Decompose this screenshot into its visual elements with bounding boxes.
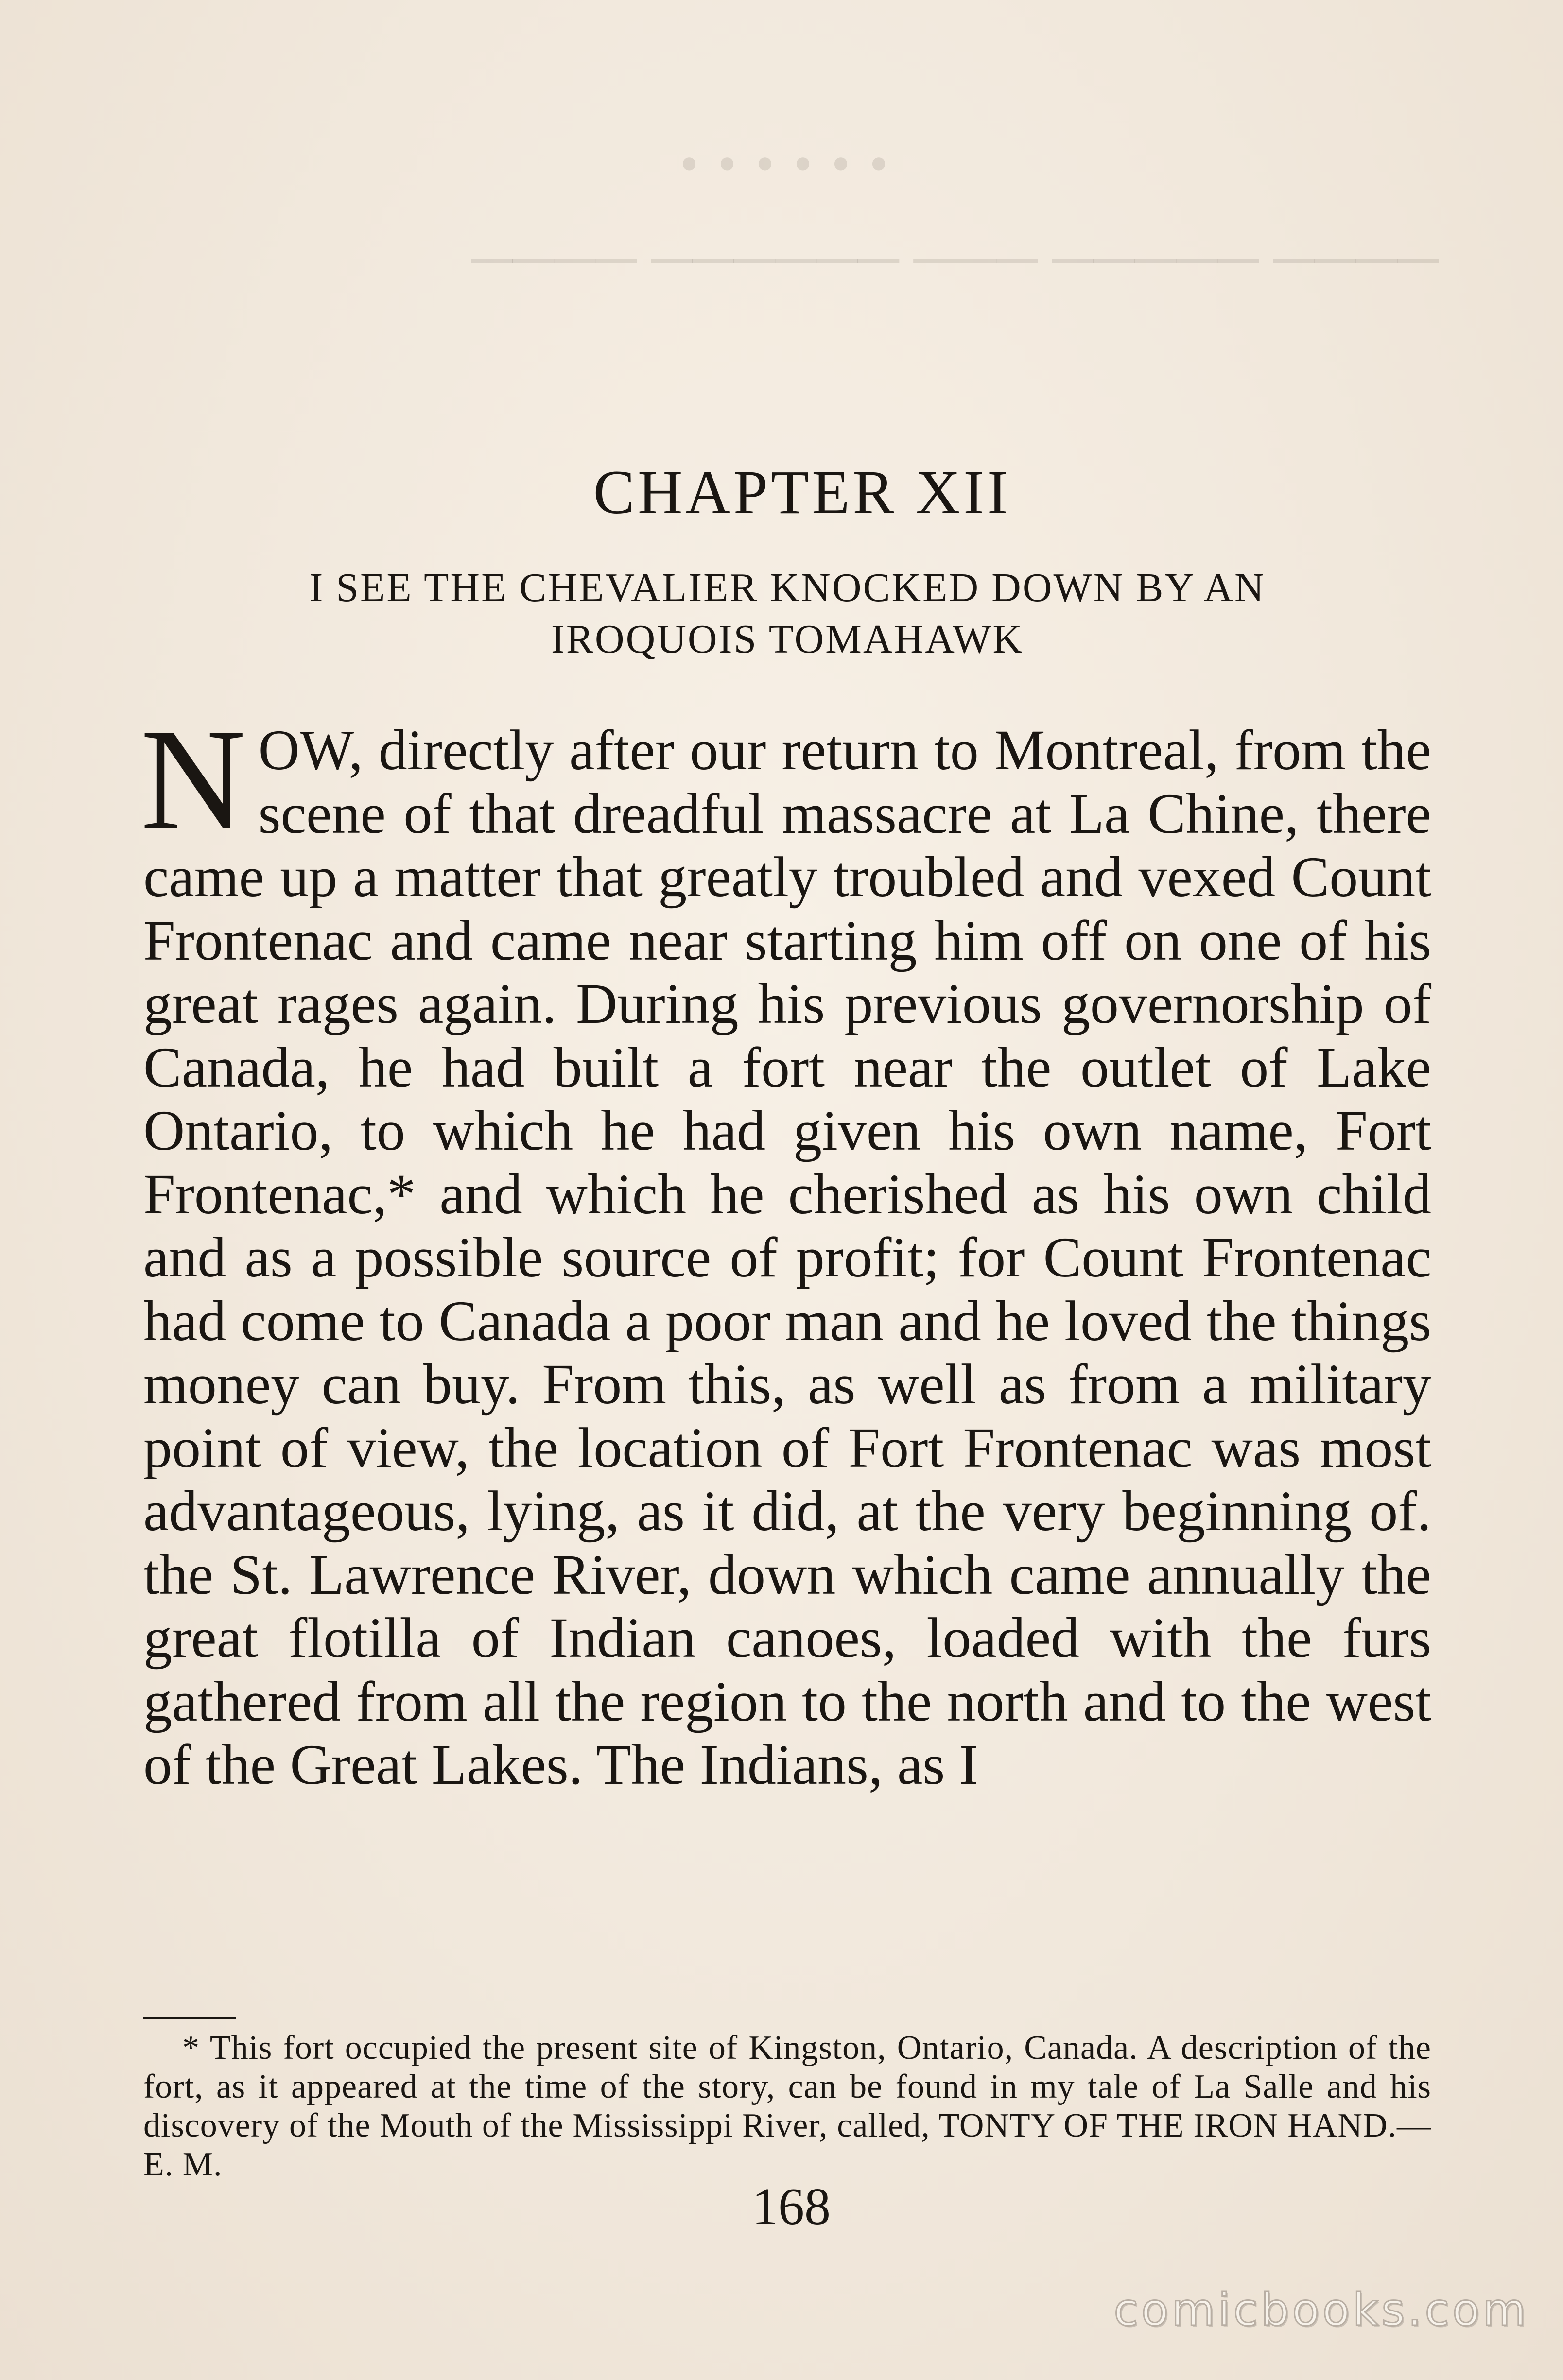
chapter-subtitle-line-1: I SEE THE CHEVALIER KNOCKED DOWN BY AN (309, 565, 1266, 610)
bleed-through-texture: • • • • • • ──── ───── ─── ────── ──── (471, 134, 1439, 291)
footnote (143, 2029, 1431, 2184)
footnote-rule (143, 2017, 236, 2019)
chapter-subtitle-line-2: IROQUOIS TOMAHAWK (551, 617, 1024, 662)
drop-cap: N (140, 699, 246, 860)
chapter-title: CHAPTER XII (593, 458, 1011, 527)
chapter-subtitle (143, 562, 1431, 665)
page-number: 168 (752, 2178, 831, 2236)
watermark: comicbooks.com (1113, 2284, 1529, 2336)
footnote-text: * This fort occupied the present site of Kingston, Ontario, Canada. A description of the fort, as it appeared at the time of the story, can be found in my tale of La Salle and his discovery of the Mouth of the Mississippi River, called, TONTY OF THE IRON HAND.—E. M. (143, 2029, 1431, 2183)
body-paragraph (140, 699, 1431, 1797)
chapter-content (140, 457, 1431, 1797)
body-text: OW, directly after our return to Montreal, from the scene of that dreadful massacre at La Chine, there came up a matter that greatly troubled and vexed Count Frontenac and came near starting him off on one of his great rages again. During his previous governorship of Canada, he had built a fort near the outlet of Lake Ontario, to which he had given his own name, Fort Frontenac,* and which he cherished as his own child and as a possible source of profit; for Count Frontenac had come to Canada a poor man and he loved the things money can buy. From this, as well as from a military point of view, the location of Fort Frontenac was most advantageous, lying, as it did, at the very beginning of. the St. Lawrence River, down which came annually the great flotilla of Indian canoes, loaded with the furs gathered from all the region to the north and to the west of the Great Lakes. The Indians, as I (143, 718, 1431, 1796)
